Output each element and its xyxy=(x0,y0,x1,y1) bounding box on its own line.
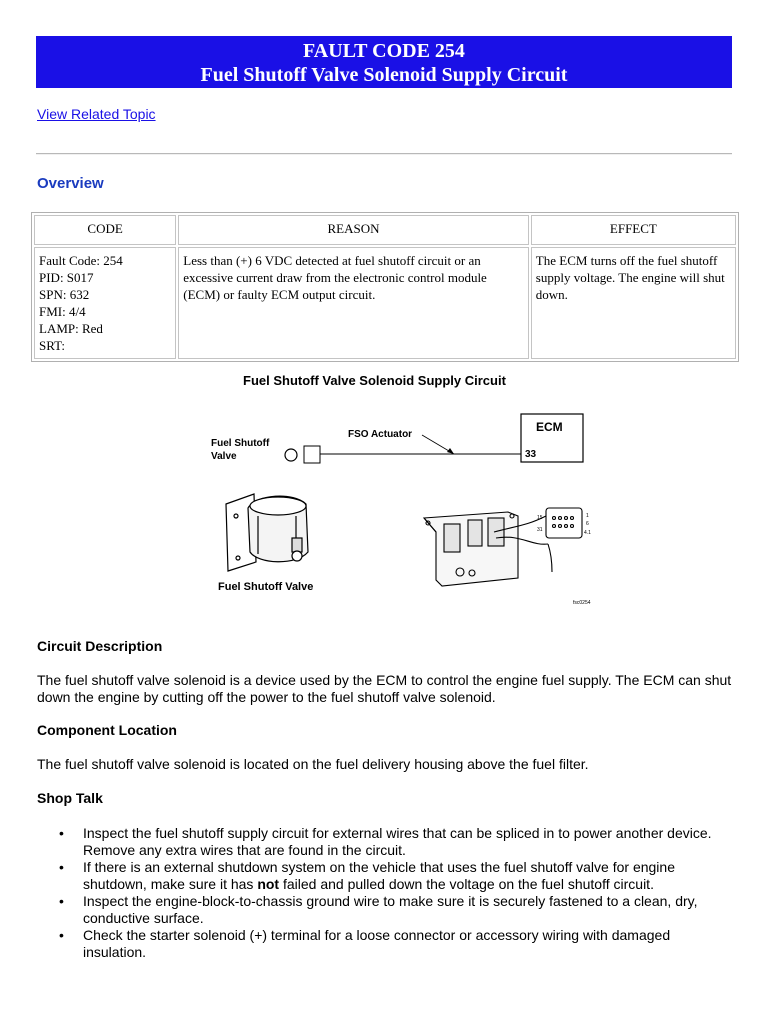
shop-talk-list xyxy=(37,825,737,961)
connector-pin-label: 15 xyxy=(537,515,543,521)
code-cell xyxy=(34,247,176,359)
diagram-title: Fuel Shutoff Valve Solenoid Supply Circuit xyxy=(243,373,506,388)
circuit-description-heading: Circuit Description xyxy=(37,638,163,654)
page-title-banner xyxy=(36,36,732,88)
fuel-shutoff-valve-illustration xyxy=(226,494,308,571)
table-row xyxy=(34,247,736,359)
column-header-effect: EFFECT xyxy=(531,215,736,245)
view-related-topic-link[interactable]: View Related Topic xyxy=(37,106,156,122)
overview-heading: Overview xyxy=(37,175,104,192)
code-line: SPN: 632 xyxy=(39,287,90,302)
valve-label-line1: Fuel Shutoff xyxy=(211,438,270,449)
fault-code-table xyxy=(31,212,739,362)
bullet-icon: • xyxy=(59,825,64,841)
component-location-text: The fuel shutoff valve solenoid is located on the fuel delivery housing above the fuel filter. xyxy=(37,756,589,772)
connector-pin-label: 6 xyxy=(586,521,589,527)
bullet-icon: • xyxy=(59,893,64,909)
list-item-text: failed and pulled down the voltage on the fuel shutoff circuit. xyxy=(279,876,654,892)
valve-caption: Fuel Shutoff Valve xyxy=(218,581,314,593)
pin-number-label: 33 xyxy=(525,449,537,460)
code-line: SRT: xyxy=(39,338,66,353)
valve-connector-icon xyxy=(304,446,320,463)
fault-code-subtitle: Fuel Shutoff Valve Solenoid Supply Circuit xyxy=(200,64,568,86)
list-item xyxy=(37,927,737,961)
column-header-reason: REASON xyxy=(178,215,529,245)
ecm-module-illustration xyxy=(424,508,582,586)
effect-cell: The ECM turns off the fuel shutoff supply voltage. The engine will shut down. xyxy=(531,247,736,359)
code-line: Fault Code: 254 xyxy=(39,253,123,268)
fso-actuator-label: FSO Actuator xyxy=(348,429,413,440)
bullet-icon: • xyxy=(59,927,64,943)
emphasis-not: not xyxy=(257,876,280,892)
table-header-row xyxy=(34,215,736,245)
list-item-text: Check the starter solenoid (+) terminal for a loose connector or accessory wiring with damaged insulation. xyxy=(83,927,671,960)
connector-pin-label: 1 xyxy=(586,513,589,519)
divider xyxy=(36,153,732,155)
connector-pin-label: 31 xyxy=(537,527,543,533)
connector-pin-label: 4.1 xyxy=(584,530,591,536)
list-item-text: Inspect the fuel shutoff supply circuit for external wires that can be spliced in to power another device. Remove any extra wires that are found in the circuit. xyxy=(83,825,712,858)
code-line: FMI: 4/4 xyxy=(39,304,86,319)
reason-cell: Less than (+) 6 VDC detected at fuel shutoff circuit or an excessive current draw from the electronic control module (ECM) or faulty ECM output circuit. xyxy=(178,247,529,359)
code-line: PID: S017 xyxy=(39,270,94,285)
column-header-code: CODE xyxy=(34,215,176,245)
arrowhead-icon xyxy=(447,448,454,454)
bullet-icon: • xyxy=(59,859,64,875)
list-item xyxy=(37,825,737,859)
circuit-description-text: The fuel shutoff valve solenoid is a device used by the ECM to control the engine fuel supply. The ECM can shut down the engine by cutting off the power to the fuel shutoff valve solenoid. xyxy=(37,672,732,705)
figure-reference-code: fsc0254 xyxy=(573,600,591,606)
ecm-label: ECM xyxy=(536,420,563,434)
list-item-text: If there is an external shutdown system on the vehicle that uses the fuel shutoff valve for engine shutdown, make sure it has xyxy=(83,859,675,892)
valve-ring-icon xyxy=(285,449,297,461)
shop-talk-heading: Shop Talk xyxy=(37,790,103,806)
component-location-heading: Component Location xyxy=(37,722,177,738)
list-item xyxy=(37,859,737,893)
code-line: LAMP: Red xyxy=(39,321,103,336)
valve-label-line2: Valve xyxy=(211,451,237,462)
fault-code-title: FAULT CODE 254 xyxy=(303,40,465,62)
circuit-diagram xyxy=(196,366,616,616)
list-item xyxy=(37,893,737,927)
list-item-text: Inspect the engine-block-to-chassis ground wire to make sure it is securely fastened to a clean, dry, conductive surface. xyxy=(83,893,698,926)
